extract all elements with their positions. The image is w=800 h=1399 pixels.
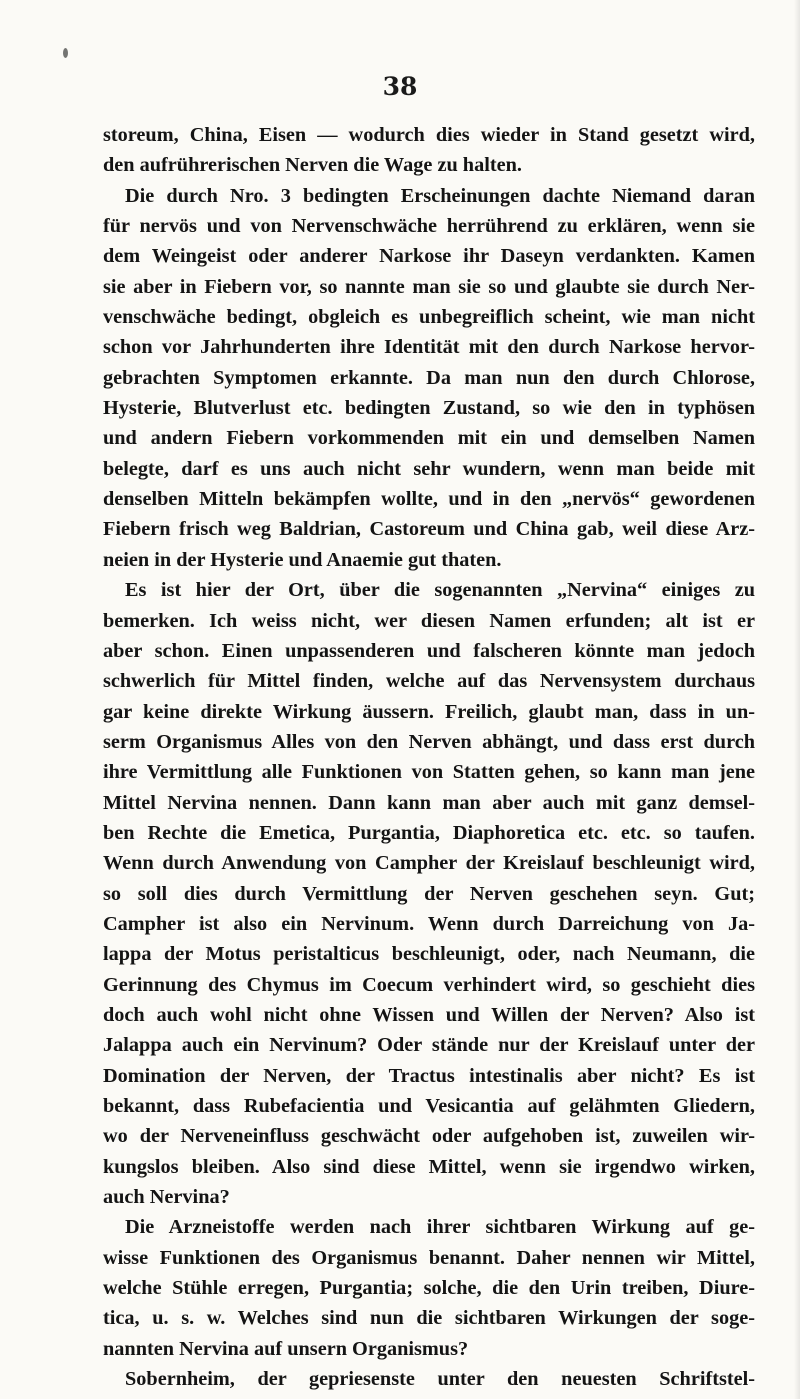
text-line: ihre Vermittlung alle Funktionen von Statten gehen, so kann man jene — [103, 761, 755, 784]
text-line: auch Nervina? — [103, 1186, 230, 1209]
text-line: bekannt, dass Rubefacientia und Vesicantia auf gelähmten Gliedern, — [103, 1095, 755, 1117]
text-line: venschwäche bedingt, obgleich es unbegreiflich scheint, wie man nicht — [103, 306, 755, 329]
text-line: für nervös und von Nervenschwäche herrührend zu erklären, wenn sie — [103, 215, 755, 238]
text-line: Domination der Nerven, der Tractus intestinalis aber nicht? Es ist — [103, 1064, 755, 1087]
text-line: sie aber in Fiebern vor, so nannte man sie so und glaubte sie durch Ner- — [103, 275, 755, 298]
text-line: Jalappa auch ein Nervinum? Oder stände nur der Kreislauf unter der — [103, 1034, 755, 1057]
text-line: Es ist hier der Ort, über die sogenannten „Nervina“ einiges zu — [125, 579, 755, 602]
text-line: denselben Mitteln bekämpfen wollte, und in den „nervös“ gewordenen — [103, 488, 755, 511]
text-line: Die Arzneistoffe werden nach ihrer sichtbaren Wirkung auf ge- — [125, 1216, 755, 1239]
text-line: Gerinnung des Chymus im Coecum verhindert wird, so geschieht dies — [103, 973, 755, 996]
page-edge-shadow — [794, 0, 800, 1399]
text-line: gebrachten Symptomen erkannte. Da man nun den durch Chlorose, — [103, 366, 755, 389]
text-line: storeum, China, Eisen — wodurch dies wieder in Stand gesetzt wird, — [103, 124, 755, 146]
text-line: serm Organismus Alles von den Nerven abhängt, und dass erst durch — [103, 730, 755, 753]
text-line: neien in der Hysterie und Anaemie gut thaten. — [103, 548, 502, 571]
text-line: Mittel Nervina nennen. Dann kann man aber auch mit ganz demsel- — [103, 791, 755, 814]
text-line: belegte, darf es uns auch nicht sehr wundern, wenn man beide mit — [103, 457, 755, 480]
body-text — [103, 120, 755, 1394]
page-number: 38 — [382, 72, 418, 101]
text-line: lappa der Motus peristalticus beschleunigt, oder, nach Neumann, die — [103, 943, 755, 966]
text-line: Wenn durch Anwendung von Campher der Kreislauf beschleunigt wird, — [103, 852, 755, 875]
text-line: kungslos bleiben. Also sind diese Mittel, wenn sie irgendwo wirken, — [103, 1155, 755, 1178]
text-line: bemerken. Ich weiss nicht, wer diesen Namen erfunden; alt ist er — [103, 609, 755, 632]
text-line: tica, u. s. w. Welches sind nun die sichtbaren Wirkungen der soge- — [103, 1307, 755, 1330]
text-line: und andern Fiebern vorkommenden mit ein und demselben Namen — [103, 427, 755, 450]
text-line: so soll dies durch Vermittlung der Nerven geschehen seyn. Gut; — [103, 882, 755, 905]
text-line: Fiebern frisch weg Baldrian, Castoreum und China gab, weil diese Arz- — [103, 518, 755, 541]
text-line: nannten Nervina auf unsern Organismus? — [103, 1337, 469, 1360]
text-line: wo der Nerveneinfluss geschwächt oder aufgehoben ist, zuweilen wir- — [103, 1125, 755, 1148]
text-line: ben Rechte die Emetica, Purgantia, Diaphoretica etc. etc. so taufen. — [103, 821, 755, 844]
text-line: doch auch wohl nicht ohne Wissen und Willen der Nerven? Also ist — [103, 1003, 755, 1026]
text-line: schwerlich für Mittel finden, welche auf das Nervensystem durchaus — [103, 670, 755, 693]
text-line: Die durch Nro. 3 bedingten Erscheinungen dachte Niemand daran — [125, 184, 755, 207]
text-line: gar keine direkte Wirkung äussern. Freilich, glaubt man, dass in un- — [103, 700, 755, 723]
text-line: schon vor Jahrhunderten ihre Identität mit den durch Narkose hervor- — [103, 336, 755, 359]
text-line: den aufrührerischen Nerven die Wage zu halten. — [103, 154, 522, 177]
text-line: wisse Funktionen des Organismus benannt. Daher nennen wir Mittel, — [103, 1246, 755, 1269]
text-line: Campher ist also ein Nervinum. Wenn durch Darreichung von Ja- — [103, 912, 755, 935]
text-line: aber schon. Einen unpassenderen und falscheren könnte man jedoch — [103, 639, 755, 662]
text-line: Hysterie, Blutverlust etc. bedingten Zustand, so wie den in typhösen — [103, 397, 755, 420]
text-line: welche Stühle erregen, Purgantia; solche, die den Urin treiben, Diure- — [103, 1277, 755, 1300]
text-line: dem Weingeist oder anderer Narkose ihr Daseyn verdankten. Kamen — [103, 245, 755, 268]
ink-smudge — [63, 48, 68, 58]
text-line: Sobernheim, der gepriesenste unter den neuesten Schriftstel- — [125, 1368, 755, 1391]
